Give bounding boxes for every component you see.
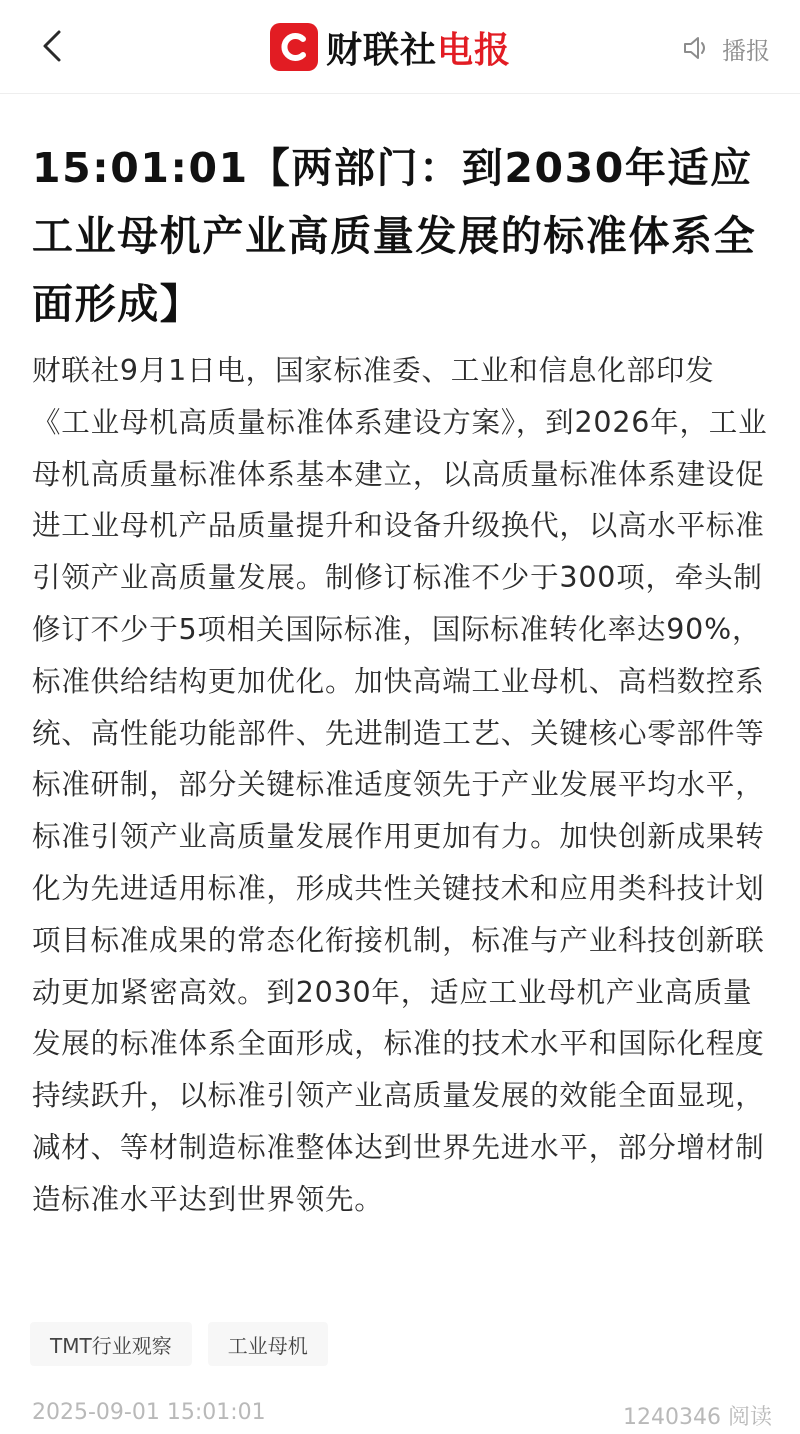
cls-logo-icon: [270, 23, 318, 71]
speaker-icon: [682, 35, 712, 61]
brand-name-main: 财联社: [326, 29, 438, 71]
top-bar: [0, 0, 800, 94]
brand-name: [326, 22, 511, 73]
article-body: 财联社9月1日电，国家标准委、工业和信息化部印发《工业母机高质量标准体系建设方案》，到2026年，工业母机高质量标准体系基本建立，以高质量标准体系建设促进工业母机产品质量提升和设备升级换代，以高水平标准引领产业高质量发展。制修订标准不少于300项，牵头制修订不少于5项相关国际标准，国际标准转化率达90%，标准供给结构更加优化。加快高端工业母机、高档数控系统、高性能功能部件、先进制造工艺、关键核心零部件等标准研制，部分关键标准适度领先于产业发展平均水平，标准引领产业高质量发展作用更加有力。加快创新成果转化为先进适用标准，形成共性关键技术和应用类科技计划项目标准成果的常态化衔接机制，标准与产业科技创新联动更加紧密高效。到2030年，适应工业母机产业高质量发展的标准体系全面形成，标准的技术水平和国际化程度持续跃升，以标准引领产业高质量发展的效能全面显现，减材、等材制造标准整体达到世界先进水平，部分增材制造标准水平达到世界领先。: [32, 354, 768, 1216]
publish-time: 2025-09-01 15:01:01: [32, 1400, 266, 1425]
brand-name-accent: 电报: [437, 29, 512, 71]
tag-industrial-machine[interactable]: 工业母机: [208, 1322, 328, 1366]
article-headline: 15:01:01【两部门：到2030年适应工业母机产业高质量发展的标准体系全面形成】: [32, 144, 757, 328]
broadcast-label: 播报: [722, 36, 770, 65]
read-count: 1240346 阅读: [623, 1405, 772, 1430]
article-meta: [32, 1400, 772, 1430]
tag-tmt-observation[interactable]: TMT行业观察: [30, 1322, 192, 1366]
back-button[interactable]: [28, 22, 76, 70]
brand: [270, 22, 511, 72]
chevron-left-icon: [39, 28, 65, 64]
tag-list: [30, 1322, 328, 1366]
broadcast-button[interactable]: [682, 28, 770, 68]
